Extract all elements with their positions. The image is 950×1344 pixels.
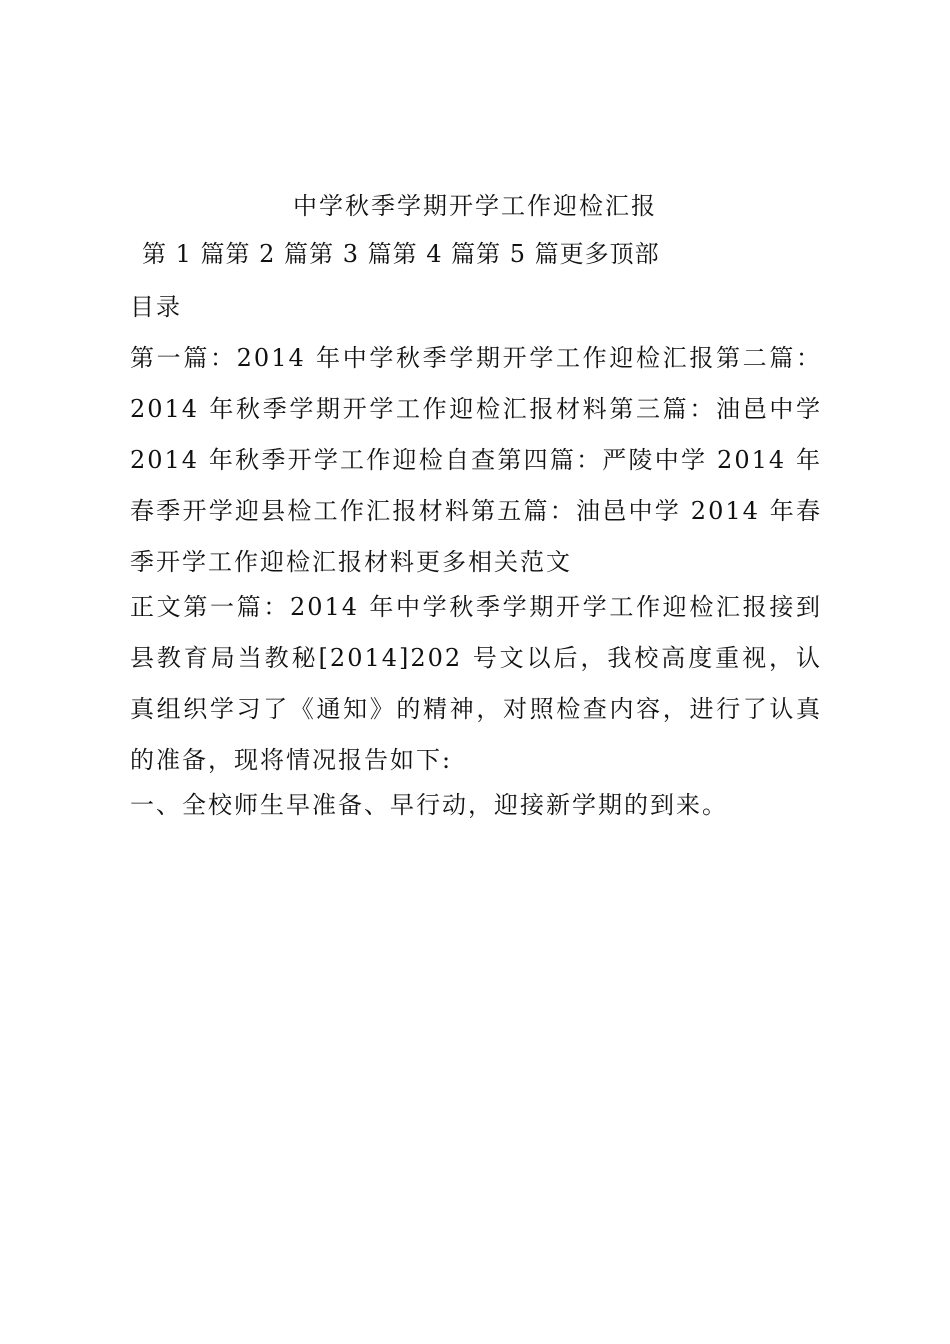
- nav-link-chapter-3[interactable]: 第 3 篇: [309, 240, 393, 268]
- main-paragraph: 正文第一篇：2014 年中学秋季学期开学工作迎检汇报接到县教育局当教秘[2014]202 号文以后，我校高度重视，认真组织学习了《通知》的精神，对照检查内容，进行了认真的准备，现将情况报告如下:: [130, 593, 822, 774]
- section-heading-one: 一、全校师生早准备、早行动，迎接新学期的到来。: [130, 791, 728, 819]
- toc-label: 目录: [130, 293, 182, 321]
- document-title: 中学秋季学期开学工作迎检汇报: [293, 192, 657, 220]
- nav-link-chapter-5[interactable]: 第 5 篇: [476, 240, 560, 268]
- nav-link-more[interactable]: 更多: [559, 240, 610, 268]
- nav-link-top[interactable]: 顶部: [609, 240, 660, 268]
- nav-link-chapter-2[interactable]: 第 2 篇: [225, 240, 310, 268]
- toc-paragraph: 第一篇：2014 年中学秋季学期开学工作迎检汇报第二篇：2014 年秋季学期开学工作迎检汇报材料第三篇：油邑中学 2014 年秋季开学工作迎检自查第四篇：严陵中学 2014 年春季开学迎县检工作汇报材料第五篇：油邑中学 2014 年春季开学工作迎检汇报材料更多相关范文: [130, 344, 822, 576]
- nav-link-chapter-1[interactable]: 第 1 篇: [142, 240, 226, 268]
- chapter-navigation: [142, 236, 842, 272]
- nav-link-chapter-4[interactable]: 第 4 篇: [392, 240, 477, 268]
